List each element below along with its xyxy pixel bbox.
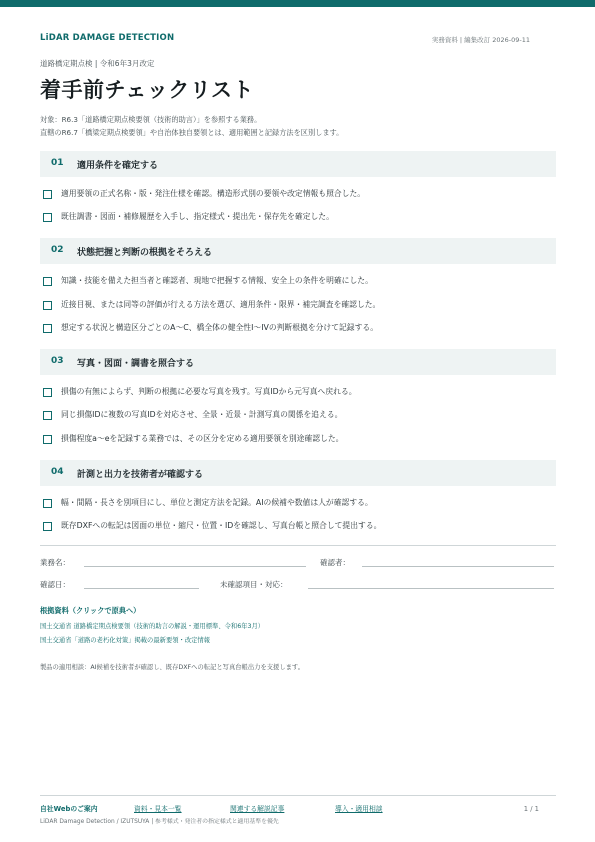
- checklist-item[interactable]: [43, 275, 563, 289]
- project-name-field[interactable]: [84, 566, 306, 567]
- reference-link[interactable]: 国土交通省「道路の老朽化対策」掲載の最新要領・改定情報: [40, 637, 211, 644]
- document-meta: 実務資料 | 編集改訂 2026-09-11: [431, 36, 530, 44]
- brand-name: LiDAR DAMAGE DETECTION: [40, 33, 175, 43]
- checkbox[interactable]: [43, 324, 52, 333]
- checklist-item-text: 既往調書・図面・補修履歴を入手し、指定様式・提出先・保存先を確定した。: [61, 212, 334, 221]
- checklist-item[interactable]: [43, 188, 563, 202]
- checklist-item-text: 損傷の有無によらず、判断の根拠に必要な写真を残す。写真IDから元写真へ戻れる。: [61, 387, 357, 396]
- checklist-item[interactable]: [43, 386, 563, 400]
- divider: [40, 545, 556, 546]
- check-date-label: 確認日：: [40, 580, 70, 589]
- checkbox[interactable]: [43, 213, 52, 222]
- checklist-item[interactable]: [43, 520, 563, 534]
- page-title: 着手前チェックリスト: [40, 78, 254, 102]
- section-number: 02: [51, 245, 64, 255]
- section-title: 写真・図面・調書を照合する: [77, 359, 195, 369]
- section-header-03: [40, 349, 556, 375]
- checklist-item[interactable]: [43, 211, 563, 225]
- checker-field[interactable]: [362, 566, 554, 567]
- checklist-item-text: 近接目視、または同等の評価が行える方法を選び、適用条件・限界・補完調査を確認した。: [61, 300, 381, 309]
- checklist-item-text: 想定する状況と構造区分ごとのA〜C、橋全体の健全性I〜IVの判断根拠を分けて記録する。: [61, 323, 378, 332]
- checklist-item-text: 同じ損傷IDに複数の写真IDを対応させ、全景・近景・計測写真の関係を追える。: [61, 410, 343, 419]
- intro-line: 対象：R6.3「道路橋定期点検要領（技術的助言）」を参照する業務。: [40, 115, 262, 124]
- checkbox[interactable]: [43, 499, 52, 508]
- section-title: 適用条件を確定する: [77, 161, 159, 171]
- intro-line: 直轄のR6.7「橋梁定期点検要領」や自治体独自要領とは、適用範囲と記録方法を区別します。: [40, 128, 344, 137]
- checklist-item[interactable]: [43, 322, 563, 336]
- product-note: 製品の適用相談：AI候補を技術者が確認し、既存DXFへの転記と写真台帳出力を支援します。: [40, 664, 305, 671]
- section-header-04: [40, 460, 556, 486]
- checklist-item[interactable]: [43, 497, 563, 511]
- checklist-item[interactable]: [43, 433, 563, 447]
- section-title: 状態把握と判断の根拠をそろえる: [77, 248, 213, 258]
- footer-divider: [40, 795, 556, 796]
- checklist-item-text: 損傷程度a〜eを記録する業務では、その区分を定める適用要領を別途確認した。: [61, 434, 344, 443]
- section-header-02: [40, 238, 556, 264]
- project-name-label: 業務名：: [40, 558, 70, 567]
- checklist-item-text: 適用要領の正式名称・版・発注仕様を確認。構造形式別の要領や改定情報も照合した。: [61, 189, 366, 198]
- footer-link-consultation[interactable]: 導入・適用相談: [335, 805, 383, 813]
- footer-link-articles[interactable]: 関連する解説記事: [230, 805, 285, 813]
- section-header-01: [40, 151, 556, 177]
- top-accent-bar: [0, 0, 595, 7]
- breadcrumb: 道路橋定期点検 | 令和6年3月改定: [40, 59, 155, 68]
- checkbox[interactable]: [43, 301, 52, 310]
- checkbox[interactable]: [43, 411, 52, 420]
- check-date-field[interactable]: [84, 588, 199, 589]
- checkbox[interactable]: [43, 190, 52, 199]
- checkbox[interactable]: [43, 522, 52, 531]
- checkbox[interactable]: [43, 388, 52, 397]
- footer-note: LiDAR Damage Detection / IZUTSUYA | 参考様式・発注者の指定様式と適用基準を優先: [40, 819, 279, 825]
- footer-intro-label: 自社Webのご案内: [40, 805, 98, 813]
- checkbox[interactable]: [43, 435, 52, 444]
- reference-link[interactable]: 国土交通省 道路橋定期点検要領（技術的助言の解説・運用標準、令和6年3月）: [40, 623, 265, 630]
- pending-items-field[interactable]: [308, 588, 554, 589]
- intro-text: [40, 113, 343, 139]
- checklist-item[interactable]: [43, 299, 563, 313]
- checklist-item-text: 知識・技能を備えた担当者と確認者、現地で把握する情報、安全上の条件を明確にした。: [61, 276, 373, 285]
- section-number: 03: [51, 356, 64, 366]
- references-heading: 根拠資料（クリックで原典へ）: [40, 606, 141, 615]
- footer-link-materials[interactable]: 資料・見本一覧: [134, 805, 182, 813]
- section-title: 計測と出力を技術者が確認する: [77, 470, 204, 480]
- checklist-item-text: 既存DXFへの転記は図面の単位・縮尺・位置・IDを確認し、写真台帳と照合して提出する。: [61, 521, 382, 530]
- checklist-item[interactable]: [43, 409, 563, 423]
- page-number: 1 / 1: [523, 805, 539, 813]
- pending-items-label: 未確認項目・対応：: [220, 580, 288, 589]
- checker-label: 確認者：: [320, 558, 350, 567]
- checklist-item-text: 幅・間隔・長さを別項目にし、単位と測定方法を記録。AIの候補や数値は人が確認する。: [61, 498, 373, 507]
- section-number: 01: [51, 158, 64, 168]
- checkbox[interactable]: [43, 277, 52, 286]
- section-number: 04: [51, 467, 64, 477]
